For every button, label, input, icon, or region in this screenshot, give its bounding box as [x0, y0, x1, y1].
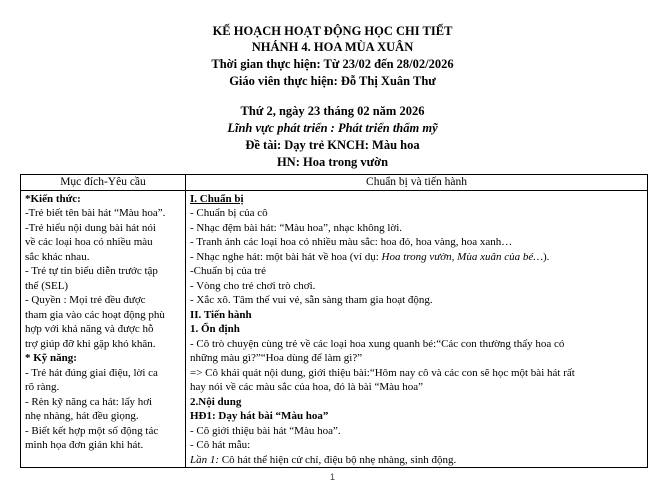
step1-heading: 1. Ổn định	[190, 323, 240, 335]
knowledge-line: hợp với khả năng và được hỗ	[25, 323, 154, 335]
first-singing-label: Lần 1:	[190, 453, 220, 466]
skills-heading: * Kỹ năng:	[25, 352, 77, 364]
knowledge-line: thể (SEL)	[25, 279, 69, 292]
lesson-date: Thứ 2, ngày 23 tháng 02 năm 2026	[240, 104, 425, 118]
teacher-preparation: - Chuẩn bị của cô	[190, 207, 268, 219]
lesson-plan-table	[20, 174, 648, 468]
skills-line: - Trẻ hát đúng giai điệu, lời ca	[25, 366, 158, 379]
preparation-item: - Nhạc đệm bài hát: “Màu hoa”, nhạc không lời.	[190, 221, 402, 234]
knowledge-line: sắc khác nhau.	[25, 250, 90, 263]
time-range: Thời gian thực hiện: Từ 23/02 đến 28/02/2026	[211, 57, 454, 71]
table-body-row	[21, 190, 648, 468]
plan-title: KẾ HOẠCH HOẠT ĐỘNG HỌC CHI TIẾT	[212, 24, 453, 38]
combined-activity: HN: Hoa trong vườn	[276, 155, 389, 169]
step1-line: hay nói về các màu sắc của hoa, đó là bài “Màu hoa”	[190, 381, 424, 393]
first-singing-text: Cô hát thể hiện cử chỉ, điệu bộ nhẹ nhàng, sinh động.	[219, 453, 457, 466]
week-branch: NHÁNH 4. HOA MÙA XUÂN	[251, 40, 414, 54]
child-preparation: -Chuẩn bị của trẻ	[190, 265, 267, 277]
listening-music-examples: Hoa trong vườn, Mùa xuân của bé…	[381, 250, 543, 263]
knowledge-line: trợ giúp đỡ khi gặp khó khăn.	[25, 337, 156, 350]
skills-line: minh họa đơn giản khi hát.	[25, 439, 144, 451]
knowledge-heading: *Kiến thức:	[25, 192, 81, 205]
page-number: 1	[329, 472, 335, 482]
objectives-column-header: Mục đích-Yêu cầu	[21, 175, 186, 191]
activity1-line: - Cô giới thiệu bài hát “Màu hoa”.	[190, 424, 341, 437]
listening-music-prefix: - Nhạc nghe hát: một bài hát về hoa (ví dụ:	[190, 250, 382, 263]
preparation-column-header: Chuẩn bị và tiến hành	[186, 175, 648, 191]
step1-line: - Cô trò chuyện cùng trẻ về các loại hoa xung quanh bé:“Các con thường thấy hoa có	[190, 337, 565, 350]
skills-line: rõ ràng.	[25, 381, 60, 393]
knowledge-line: - Trẻ tự tin biểu diễn trước tập	[25, 265, 158, 277]
step1-line: => Cô khái quát nội dung, giới thiệu bài:“Hôm nay cô và các con sẽ học một bài hát rất	[190, 366, 575, 379]
teacher-name: Giáo viên thực hiện: Đỗ Thị Xuân Thư	[229, 74, 436, 88]
step1-line: những màu gì?”“Hoa dùng để làm gì?”	[190, 352, 363, 364]
knowledge-line: -Trẻ biết tên bài hát “Màu hoa”.	[25, 207, 166, 219]
child-preparation-item: - Vòng cho trẻ chơi trò chơi.	[190, 279, 316, 292]
knowledge-line: về các loại hoa có nhiều màu	[25, 236, 153, 248]
listening-music-item	[190, 250, 643, 265]
first-singing-line	[190, 453, 643, 468]
skills-line: nhẹ nhàng, hát đều giọng.	[25, 410, 139, 422]
listening-music-suffix: ).	[543, 250, 550, 263]
development-field: Lĩnh vực phát triển : Phát triển thẩm mỹ	[227, 121, 438, 135]
step2-heading: 2.Nội dung	[190, 395, 242, 408]
preparation-heading: I. Chuẩn bị	[190, 192, 244, 205]
skills-line: - Biết kết hợp một số động tác	[25, 424, 159, 437]
preparation-item: - Tranh ảnh các loại hoa có nhiều màu sắc: hoa đỏ, hoa vàng, hoa xanh…	[190, 236, 513, 248]
knowledge-line: -Trẻ hiểu nội dung bài hát nói	[25, 221, 156, 234]
activity1-line: - Cô hát mẫu:	[190, 439, 251, 451]
table-header-row	[21, 175, 648, 191]
skills-line: - Rèn kỹ năng ca hát: lấy hơi	[25, 395, 153, 408]
child-preparation-item: - Xắc xô. Tâm thế vui vẻ, sẵn sàng tham gia hoạt động.	[190, 294, 433, 306]
procedure-heading: II. Tiến hành	[190, 308, 252, 321]
lesson-topic: Đề tài: Dạy trẻ KNCH: Màu hoa	[245, 138, 420, 152]
preparation-procedure-cell	[186, 190, 648, 468]
objectives-cell	[21, 190, 186, 468]
activity1-heading: HĐ1: Dạy hát bài “Màu hoa”	[190, 410, 329, 422]
knowledge-line: - Quyền : Mọi trẻ đều được	[25, 294, 146, 306]
knowledge-line: tham gia vào các hoạt động phù	[25, 308, 165, 321]
